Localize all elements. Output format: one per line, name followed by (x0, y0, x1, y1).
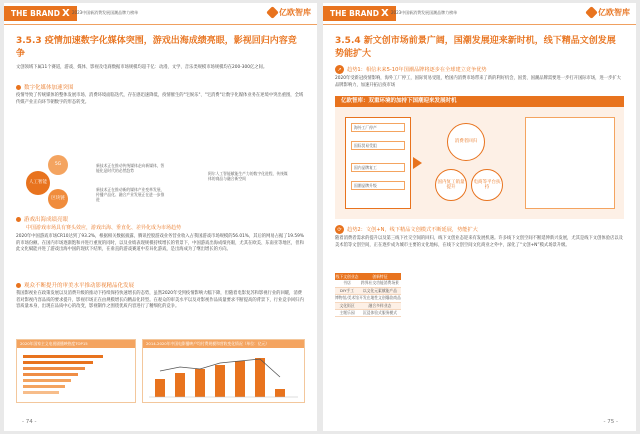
chart-1-bar (23, 373, 78, 376)
subheading-1 (16, 83, 74, 91)
diagram-item-2: 国际贸易受阻 (351, 141, 405, 150)
chart-2-title: 2014-2020年中国电影播映户均付费规模和营收变化情况（单位：亿元） (143, 340, 304, 348)
tech-note-2: 新技术正在推动新的媒体产业变革发展，传播产品化、融合产业发展正在进一步推进 (96, 187, 165, 202)
table-row (335, 310, 401, 317)
page-number: - 74 - (22, 419, 37, 425)
trend-1-icon: ↗ (335, 65, 344, 74)
table-cell: 博物馆/美术馆 (335, 295, 360, 301)
table-row (335, 302, 401, 309)
business-table (335, 273, 401, 317)
subheading-2 (16, 215, 68, 223)
table-cell: 跨界社交功能消费场景 (360, 280, 399, 286)
table-row (335, 287, 401, 294)
chart-2-plot (143, 349, 304, 403)
trend-2 (335, 225, 624, 234)
diagram-title: 亿欧智库：双重环境的加持下国潮迎来发展时机 (335, 96, 624, 107)
diagram-item-4: 国潮品牌升级 (351, 181, 405, 190)
report-title: 2023中国新消费发展国潮品牌力榜单 (72, 10, 139, 15)
table-row (335, 295, 401, 302)
chart-1-bar (23, 361, 93, 364)
chart-1-bar (23, 367, 85, 370)
logo-text: 亿欧智库 (598, 8, 630, 17)
subheading-3 (16, 281, 134, 289)
brand-text: THE BRAND (11, 9, 60, 18)
chart-2 (142, 339, 305, 403)
left-page (4, 3, 317, 431)
subheading-3-text: 观众不断提升的审美水平推动影视精品化发展 (24, 283, 135, 289)
brand-x: X (380, 8, 389, 19)
table-row (335, 280, 401, 287)
paragraph-1: 疫情导致了传统媒体的整体发展市场、消费环境面临迭代，存在感迅速降低，疫情催生的"宅娱乐"、"宅消费"让数字化媒体业务在逆境中突出重围，全域传媒产业正向环节朝数字的形态转变。 (16, 93, 304, 105)
diagram-item-3: 国内品牌复工 (351, 163, 405, 172)
subheading-2-text: 游戏出海成绩亮眼 (24, 217, 69, 223)
table-header-row (335, 273, 401, 280)
subheading-1-text: 数字化媒体加速突围 (24, 85, 74, 91)
tech-note-1: 新技术正在推动传统媒体走向新媒体，智能化是时代的必然趋势 (96, 163, 165, 173)
chart-2-bar (155, 379, 165, 397)
circle-blockchain: 区块链 (48, 189, 68, 209)
paragraph-2: 2020年中国游戏市场CR10达到了93.2%，根据相关数据披露，腾讯控股游戏业务营业收入占我国游戏市场规模的56.01%，其后的网易占据了19.59%的市场份额。在国内市场逐渐饱和并进行重度的同时，以及业绩表现规模持续增长的背景下，中国游戏出海成绩亮眼，尤其在欧美、东南亚等地区，但和此文化赋能并进了游戏出海中国的现状下结果，在垂直的游戏赛道中差异化游戏，是出海成为了继出增长的方向。 (16, 234, 304, 253)
brand-tag (323, 6, 396, 21)
chart-1 (16, 339, 136, 403)
chart-1-bar (23, 379, 71, 382)
paragraph-3: 我国影视业在政策发展以及消费升级的推动下持续保持快速增长的态势，虽然2020年受到疫情影响大幅下降，但随着电影复苏和影视行业的回暖，消费者对影视内容品质的要求提升，影视市场正在由规模增长向精品化转型。在观众的审美水平以及对影视作品质量要求不断提高的背景下，行业竞争回归内容质量本身，出现在品质中心的改变，影视制作之围绕优质内容进行了精细化的竞争。 (16, 291, 304, 310)
right-page (323, 3, 636, 431)
chart-2-bar (195, 369, 205, 397)
tech-note-3: 阿尔人工智能赋能生产力的数字化进程，传统媒体的商品与融合新空间 (208, 171, 288, 181)
table-header-cell: 线下文创业态 (335, 273, 359, 279)
logo-icon (585, 6, 598, 19)
page-header (323, 3, 636, 25)
bullet-icon (16, 283, 21, 288)
intro-paragraph: 文创领域下属11个赛道，游戏、媒体、影视及电商数据市场规模均超千亿：动漫、文学、音乐类规模市场规模均在200-300亿之间。 (16, 65, 268, 70)
logo (587, 7, 630, 18)
arrow-right-icon (413, 157, 422, 169)
book-spread (4, 3, 636, 431)
chart-2-bar (175, 373, 185, 397)
chart-1-bar (23, 391, 59, 394)
brand-text: THE BRAND (330, 9, 379, 18)
logo-text: 亿欧智库 (279, 8, 311, 17)
chart-1-bar (23, 385, 65, 388)
circle-ai: 人工智能 (26, 171, 50, 195)
diagram-mid-circle: 消费者回归 (447, 123, 485, 161)
chart-1-plot (17, 349, 135, 403)
diagram-image-placeholder (525, 117, 615, 209)
subheading-2b: 中国游戏市场具有赛头效应，游戏出海、垂直化、差异化成为市场趋势 (26, 225, 182, 231)
page-header (4, 3, 317, 25)
diagram-item-1: 海外工厂停产 (351, 123, 405, 132)
chart-2-bar (235, 361, 245, 397)
chart-2-bar (275, 389, 285, 397)
trend-2-text: 趋势2：文创+N，线下精品文创模式不断延展，势能扩大 (347, 227, 478, 233)
chart-1-bar (23, 355, 103, 358)
chart-2-bar (255, 358, 265, 397)
trend-1-text: 趋势1：相信未来5-10年国潮品牌将逐步在全球建立竞争优势 (347, 67, 487, 73)
brand-tag (4, 6, 77, 21)
section-heading: 3.5.3 疫情加速数字化媒体突围，游戏出海成绩亮眼，影视回归内容竞争 (16, 36, 297, 59)
page-number: - 75 - (603, 419, 618, 425)
table-cell: 书店 (335, 280, 359, 287)
report-title: 2023中国新消费发展国潮品牌力榜单 (391, 10, 458, 15)
table-cell: 沉浸体验式服务模式 (359, 310, 401, 317)
diagram (335, 107, 624, 219)
trend-2-body: 随着消费者需求的提升以及第三线下社交空间的回归，线下文创业态迎来有发展机遇。许多线下文创空间不断延伸新兴发展，尤其是线下文创体验店以及美术馆等文创空间，正在逐步成为城市主要的文化地标，在线下文创空间文化商业之外中，深化了“文创+N”模式场景升级。 (335, 236, 623, 248)
logo (268, 7, 311, 18)
diagram-circle-2: 电商等平台扶持 (471, 169, 503, 201)
table-cell: 以文化元素赋能产品 (359, 287, 401, 294)
table-cell: 开发在地性文创爆款商品 (359, 295, 401, 301)
chart-1-title: 2020年国家主义电视剧播映热度TOP15 (17, 340, 135, 348)
table-cell: 文化街区 (335, 302, 359, 309)
logo-icon (266, 6, 279, 19)
table-cell: DIY手工 (335, 287, 359, 294)
circle-5g: 5G (48, 155, 68, 175)
bullet-icon (16, 217, 21, 222)
bullet-icon (16, 85, 21, 90)
trend-2-icon: ⟳ (335, 225, 344, 234)
diagram-circle-1: 国内复工销量提升 (435, 169, 467, 201)
brand-x: X (61, 8, 70, 19)
chart-2-bar (215, 365, 225, 397)
trend-1-body: 2020年受新冠疫情影响，海外工厂停工，国际贸易受阻，给国内消费市场带来了新的利好机会，国货、国潮品牌需要进一步打开国际市场，进一步扩大品牌影响力，加速开拓后疫市场 (335, 76, 621, 88)
table-header-cell: 创新特征 (359, 273, 401, 280)
section-heading: 3.5.4 新文创市场前景广阔，国潮发展迎来新时机，线下精品文创发展势能扩大 (335, 36, 616, 59)
table-cell: 融合多样业态 (359, 302, 401, 309)
table-cell: 主题乐园 (335, 310, 359, 317)
trend-1 (335, 65, 624, 74)
